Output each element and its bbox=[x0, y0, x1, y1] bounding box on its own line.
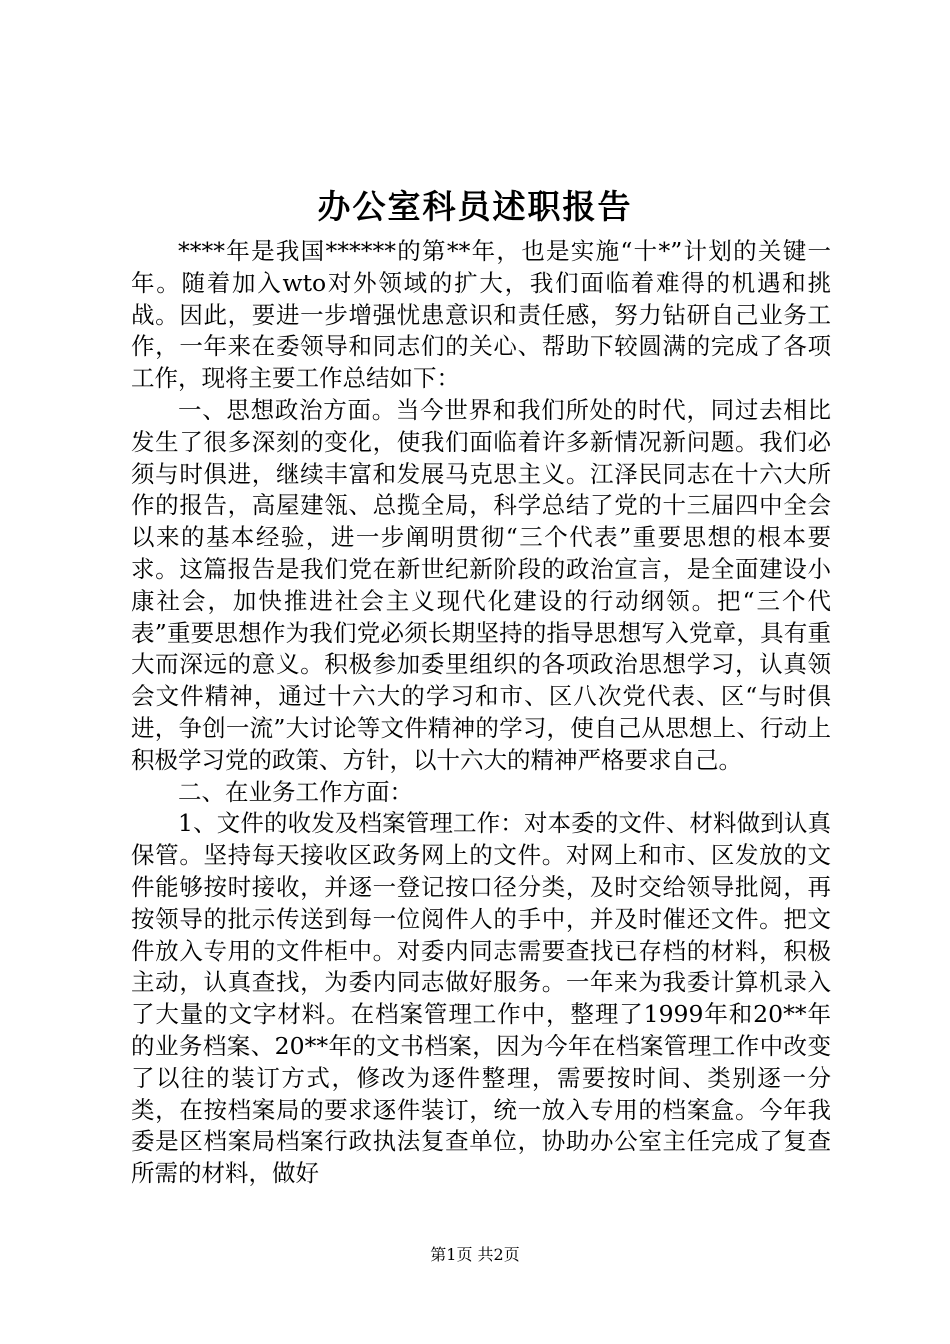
page-footer: 第1页 共2页 bbox=[430, 1245, 520, 1264]
document-body bbox=[131, 236, 831, 1190]
paragraph-business-heading: 二、在业务工作方面： bbox=[178, 777, 413, 806]
document-title: 办公室科员述职报告 bbox=[317, 187, 633, 226]
paragraph-political: 一、思想政治方面。当今世界和我们所处的时代，同过去相比发生了很多深刻的变化，使我们面临着许多新情况新问题。我们必须与时俱进，继续丰富和发展马克思主义。江泽民同志在十六大所作的报告，高屋建瓴、总揽全局，科学总结了党的十三届四中全会以来的基本经验，进一步阐明贯彻“三个代表”重要思想的根本要求。这篇报告是我们党在新世纪新阶段的政治宣言，是全面建设小康社会，加快推进社会主义现代化建设的行动纲领。把“三个代表”重要思想作为我们党必须长期坚持的指导思想写入党章，具有重大而深远的意义。积极参加委里组织的各项政治思想学习，认真领会文件精神，通过十六大的学习和市、区八次党代表、区“与时俱进，争创一流”大讨论等文件精神的学习，使自己从思想上、行动上积极学习党的政策、方针，以十六大的精神严格要求自己。 bbox=[131, 395, 831, 774]
paragraph-intro: ****年是我国******的第**年，也是实施“十*”计划的关键一年。随着加入wto对外领域的扩大，我们面临着难得的机遇和挑战。因此，要进一步增强忧患意识和责任感，努力钻研自己业务工作，一年来在委领导和同志们的关心、帮助下较圆满的完成了各项工作，现将主要工作总结如下： bbox=[131, 237, 831, 393]
paragraph-documents-archives: 1、文件的收发及档案管理工作：对本委的文件、材料做到认真保管。坚持每天接收区政务网上的文件。对网上和市、区发放的文件能够按时接收，并逐一登记按口径分类，及时交给领导批阅，再按领导的批示传送到每一位阅件人的手中，并及时催还文件。把文件放入专用的文件柜中。对委内同志需要查找已存档的材料，积极主动，认真查找，为委内同志做好服务。一年来为我委计算机录入了大量的文字材料。在档案管理工作中，整理了1999年和20**年的业务档案、20**年的文书档案，因为今年在档案管理工作中改变了以往的装订方式，修改为逐件整理，需要按时间、类别逐一分类，在按档案局的要求逐件装订，统一放入专用的档案盒。今年我委是区档案局档案行政执法复查单位，协助办公室主任完成了复查所需的材料，做好 bbox=[131, 809, 831, 1188]
